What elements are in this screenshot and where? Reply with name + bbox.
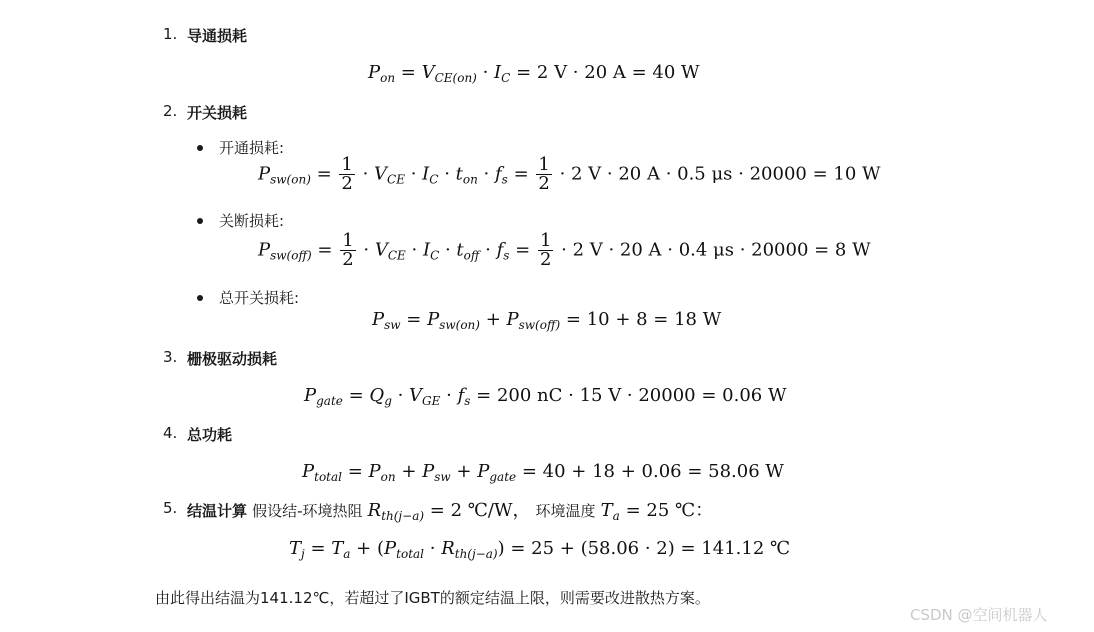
equation-turn-on-loss: $P_{sw(on)}$ = $\frac{1}{2}$ · $V_{CE} \cdot I_C \cdot t_{on} \cdot f_s$ = $\frac{1}{2}$ · 2 V · 20 A · 0.5 μs · 20000 = 10 W bbox=[258, 154, 881, 194]
fraction-one-half: $\frac{1}{2}$ bbox=[538, 154, 550, 194]
equation-junction-temperature: $T_j = T_a + (P_{total} \cdot R_{th(j-a)}) = 25 + (58.06 \cdot 2) = 141.12$ ℃ bbox=[289, 538, 791, 561]
bullet-label-turn-on-loss: 开通损耗: bbox=[219, 139, 285, 157]
heading-junction-temperature: 结温计算 bbox=[187, 502, 248, 520]
heading-switching-loss: 开关损耗 bbox=[187, 104, 248, 122]
item-number-4: 4. bbox=[163, 424, 178, 442]
equation-gate-drive-loss-values: = 200 nC · 15 V · 20000 = 0.06 W bbox=[476, 385, 787, 406]
equation-turn-off-loss: $P_{sw(off)}$ = $\frac{1}{2}$ · $V_{CE} \cdot I_C \cdot t_{off} \cdot f_s$ = $\frac{1}{2}$ · 2 V · 20 A · 0.4 μs · 20000 = 8 W bbox=[258, 230, 871, 270]
conclusion-paragraph: 由此得出结温为141.12℃，若超过了IGBT的额定结温上限，则需要改进散热方案。 bbox=[155, 589, 710, 607]
fraction-one-half: $\frac{1}{2}$ bbox=[341, 154, 353, 194]
heading-gate-drive-loss: 栅极驱动损耗 bbox=[187, 350, 278, 368]
assumption-thermal-resistance-text: 假设结-环境热阻 bbox=[252, 502, 363, 520]
bullet-dot bbox=[197, 295, 203, 301]
fraction-one-half: $\frac{1}{2}$ bbox=[342, 230, 354, 270]
item-number-1: 1. bbox=[163, 25, 178, 43]
ambient-temperature-text: 环境温度 bbox=[535, 502, 596, 520]
item-number-2: 2. bbox=[163, 102, 178, 120]
bullet-dot bbox=[197, 218, 203, 224]
inline-equation-ambient-temperature: $T_a = 25$ ℃： bbox=[600, 500, 714, 523]
junction-temperature-line bbox=[187, 496, 713, 522]
equation-conduction-loss-values: = 2 V · 20 A = 40 W bbox=[516, 62, 700, 83]
equation-gate-drive-loss: $P_{gate} = Q_g \cdot V_{GE} \cdot f_s = 200$ nC · 15 V · 20000 = 0.06 W bbox=[304, 385, 787, 408]
bullet-dot bbox=[197, 145, 203, 151]
fraction-one-half: $\frac{1}{2}$ bbox=[539, 230, 552, 270]
equation-turn-off-loss-values: · 2 V · 20 A · 0.4 μs · 20000 = 8 W bbox=[561, 239, 871, 261]
bullet-label-total-switching-loss: 总开关损耗: bbox=[219, 289, 300, 307]
inline-equation-thermal-resistance: $R_{th(j-a)} = 2$ ℃/W， bbox=[367, 500, 531, 523]
equation-total-switching-loss: $P_{sw} = P_{sw(on)} + P_{sw(off)} = 10 + 8 = 18$ W bbox=[372, 309, 722, 332]
ambient-temperature-value: = 25 ℃： bbox=[625, 500, 714, 521]
equation-turn-on-loss-values: · 2 V · 20 A · 0.5 μs · 20000 = 10 W bbox=[559, 163, 881, 185]
bullet-label-turn-off-loss: 关断损耗: bbox=[219, 212, 285, 230]
equation-total-power-loss-values: = 40 + 18 + 0.06 = 58.06 W bbox=[521, 461, 784, 482]
equation-junction-temperature-values: = 25 + (58.06 · 2) = 141.12 ℃ bbox=[510, 538, 791, 559]
thermal-resistance-value: = 2 ℃/W， bbox=[429, 500, 531, 521]
equation-total-power-loss: $P_{total} = P_{on} + P_{sw} + P_{gate} = 40 + 18 + 0.06 = 58.06$ W bbox=[302, 461, 784, 484]
csdn-watermark: CSDN @空间机器人 bbox=[910, 606, 1048, 624]
item-number-5: 5. bbox=[163, 499, 178, 517]
item-number-3: 3. bbox=[163, 348, 178, 366]
equation-total-switching-loss-values: = 10 + 8 = 18 W bbox=[565, 309, 722, 330]
heading-conduction-loss: 导通损耗 bbox=[187, 27, 248, 45]
heading-total-power-loss: 总功耗 bbox=[187, 426, 233, 444]
equation-conduction-loss: $P_{on} = V_{CE(on)} \cdot I_C = 2$ V · 20 A = 40 W bbox=[368, 62, 700, 85]
